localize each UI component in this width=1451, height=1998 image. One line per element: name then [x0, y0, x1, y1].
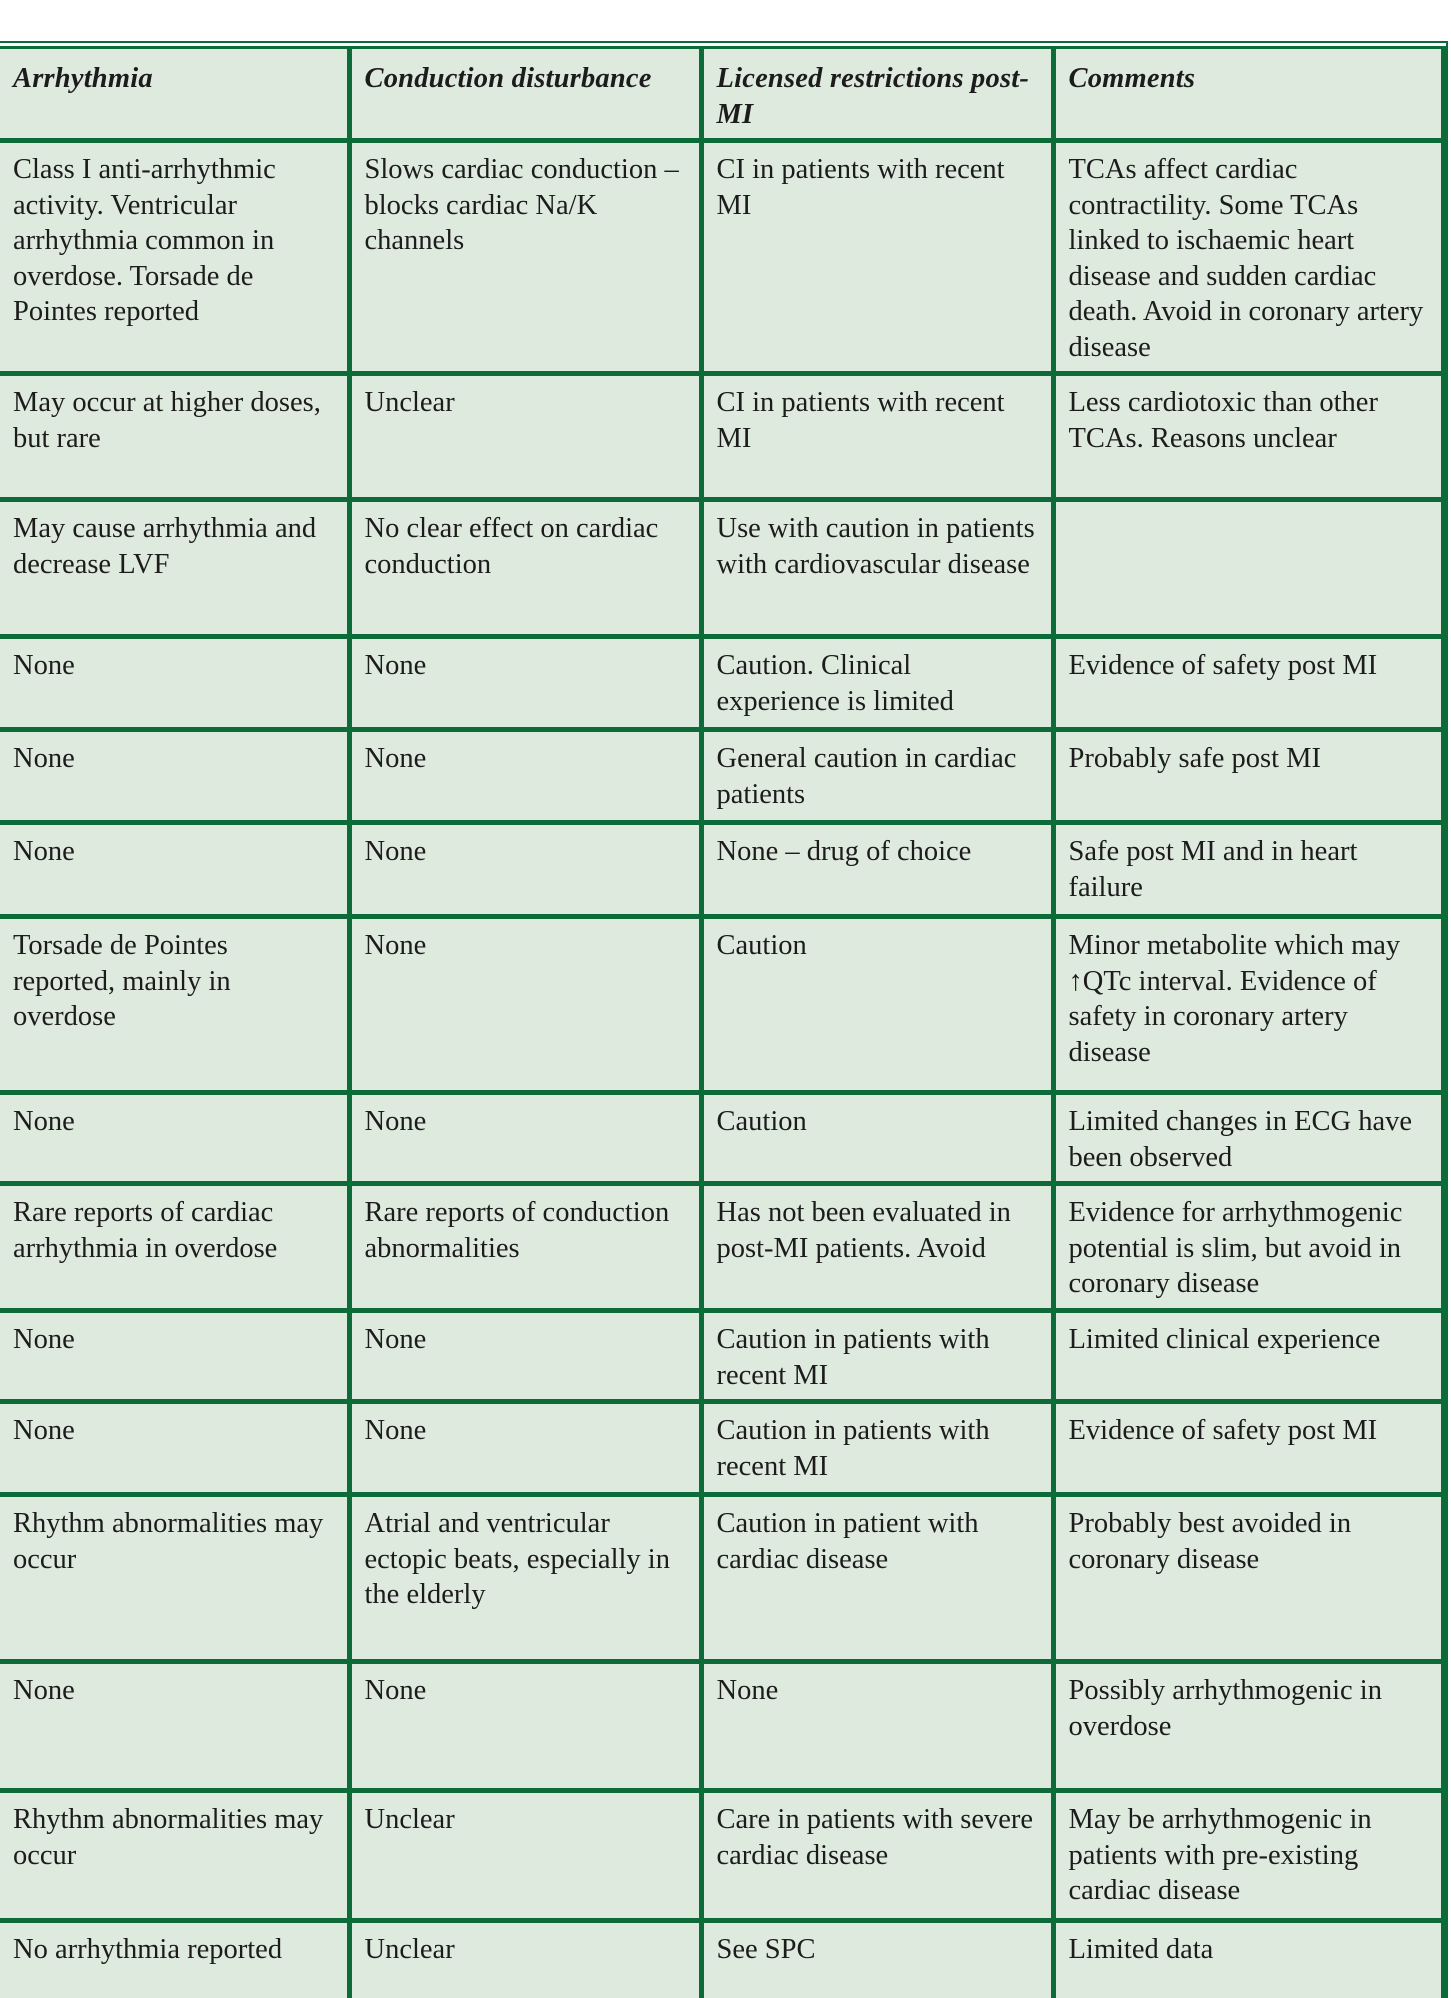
cell-arrhythmia: May occur at higher doses, but rare — [0, 374, 349, 500]
cell-comments: Probably best avoided in coronary disease — [1053, 1495, 1443, 1662]
cell-comments: Limited data — [1053, 1921, 1443, 1998]
table-row — [0, 1311, 1443, 1402]
cell-conduction: None — [349, 917, 701, 1093]
table-row — [0, 1184, 1443, 1311]
cell-restrictions: See SPC — [701, 1921, 1053, 1998]
table-row — [0, 1921, 1443, 1998]
cell-restrictions: Caution — [701, 917, 1053, 1093]
table-outer-frame — [0, 41, 1448, 1998]
header-arrhythmia: Arrhythmia — [0, 48, 349, 141]
cell-conduction: Unclear — [349, 1921, 701, 1998]
header-comments: Comments — [1053, 48, 1443, 141]
cell-restrictions: Has not been evaluated in post-MI patients. Avoid — [701, 1184, 1053, 1311]
table-row — [0, 637, 1443, 730]
cell-conduction: None — [349, 1093, 701, 1184]
header-conduction-disturbance: Conduction disturbance — [349, 48, 701, 141]
cell-conduction: Slows cardiac conduction – blocks cardiac Na/K channels — [349, 141, 701, 374]
cell-comments: May be arrhythmogenic in patients with pre-existing cardiac disease — [1053, 1791, 1443, 1921]
cell-conduction: None — [349, 637, 701, 730]
cardiac-effects-table — [0, 46, 1446, 1998]
cell-restrictions: Caution in patients with recent MI — [701, 1311, 1053, 1402]
cell-comments: Possibly arrhythmogenic in overdose — [1053, 1662, 1443, 1791]
cell-arrhythmia: Torsade de Pointes reported, mainly in overdose — [0, 917, 349, 1093]
table-row — [0, 1791, 1443, 1921]
cell-restrictions: Care in patients with severe cardiac disease — [701, 1791, 1053, 1921]
cell-comments: Evidence of safety post MI — [1053, 1402, 1443, 1495]
cell-restrictions: Caution in patients with recent MI — [701, 1402, 1053, 1495]
cell-arrhythmia: May cause arrhythmia and decrease LVF — [0, 500, 349, 637]
cell-restrictions: Caution — [701, 1093, 1053, 1184]
cell-restrictions: Caution. Clinical experience is limited — [701, 637, 1053, 730]
cell-restrictions: None — [701, 1662, 1053, 1791]
table-row — [0, 141, 1443, 374]
table-row — [0, 1495, 1443, 1662]
cell-arrhythmia: None — [0, 1311, 349, 1402]
table-row — [0, 823, 1443, 917]
table-row — [0, 1093, 1443, 1184]
cell-arrhythmia: Class I anti-arrhythmic activity. Ventricular arrhythmia common in overdose. Torsade de Pointes reported — [0, 141, 349, 374]
cell-comments: Probably safe post MI — [1053, 730, 1443, 823]
header-licensed-restrictions: Licensed restrictions post-MI — [701, 48, 1053, 141]
cell-arrhythmia: None — [0, 1093, 349, 1184]
cell-arrhythmia: Rhythm abnormalities may occur — [0, 1791, 349, 1921]
cell-arrhythmia: None — [0, 1662, 349, 1791]
table-row — [0, 730, 1443, 823]
cell-conduction: Rare reports of conduction abnormalities — [349, 1184, 701, 1311]
cell-arrhythmia: None — [0, 1402, 349, 1495]
table-header-row — [0, 48, 1443, 141]
cell-conduction: No clear effect on cardiac conduction — [349, 500, 701, 637]
cell-comments: TCAs affect cardiac contractility. Some TCAs linked to ischaemic heart disease and sudden cardiac death. Avoid in coronary artery disease — [1053, 141, 1443, 374]
cell-conduction: None — [349, 1662, 701, 1791]
cell-restrictions: CI in patients with recent MI — [701, 141, 1053, 374]
cell-arrhythmia: None — [0, 730, 349, 823]
cell-conduction: Atrial and ventricular ectopic beats, especially in the elderly — [349, 1495, 701, 1662]
cell-conduction: None — [349, 1311, 701, 1402]
cell-comments: Minor metabolite which may ↑QTc interval. Evidence of safety in coronary artery disease — [1053, 917, 1443, 1093]
table-row — [0, 917, 1443, 1093]
cell-conduction: None — [349, 730, 701, 823]
cell-arrhythmia: None — [0, 823, 349, 917]
cell-comments: Evidence of safety post MI — [1053, 637, 1443, 730]
cell-comments: Less cardiotoxic than other TCAs. Reasons unclear — [1053, 374, 1443, 500]
table-row — [0, 374, 1443, 500]
cell-restrictions: CI in patients with recent MI — [701, 374, 1053, 500]
table-row — [0, 1662, 1443, 1791]
cell-restrictions: Caution in patient with cardiac disease — [701, 1495, 1053, 1662]
cell-restrictions: General caution in cardiac patients — [701, 730, 1053, 823]
cell-comments: Safe post MI and in heart failure — [1053, 823, 1443, 917]
cell-arrhythmia: Rare reports of cardiac arrhythmia in overdose — [0, 1184, 349, 1311]
table-row — [0, 500, 1443, 637]
cell-restrictions: None – drug of choice — [701, 823, 1053, 917]
cell-conduction: None — [349, 1402, 701, 1495]
cell-comments — [1053, 500, 1443, 637]
cell-conduction: None — [349, 823, 701, 917]
cell-conduction: Unclear — [349, 1791, 701, 1921]
cell-restrictions: Use with caution in patients with cardiovascular disease — [701, 500, 1053, 637]
cell-conduction: Unclear — [349, 374, 701, 500]
cell-arrhythmia: No arrhythmia reported — [0, 1921, 349, 1998]
cell-comments: Limited clinical experience — [1053, 1311, 1443, 1402]
cell-arrhythmia: Rhythm abnormalities may occur — [0, 1495, 349, 1662]
cell-comments: Evidence for arrhythmogenic potential is slim, but avoid in coronary disease — [1053, 1184, 1443, 1311]
table-row — [0, 1402, 1443, 1495]
cell-arrhythmia: None — [0, 637, 349, 730]
cell-comments: Limited changes in ECG have been observed — [1053, 1093, 1443, 1184]
